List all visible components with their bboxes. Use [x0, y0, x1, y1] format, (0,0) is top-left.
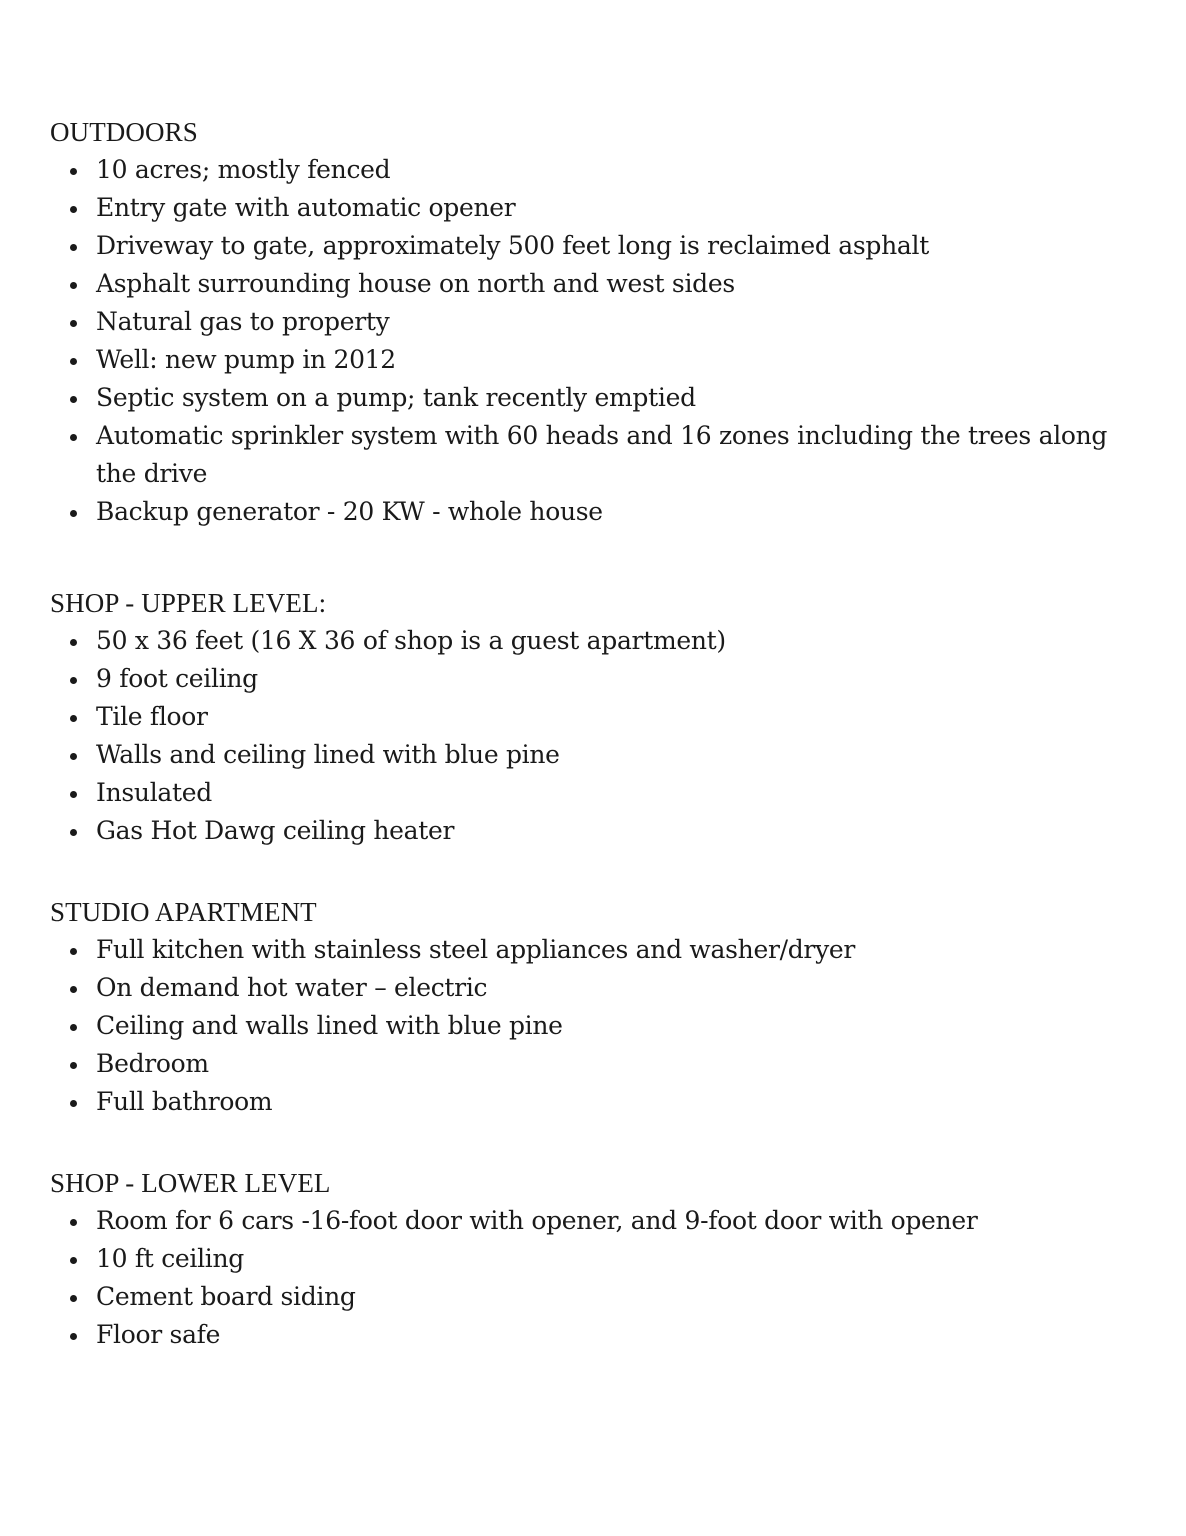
list-item-text: Room for 6 cars -16-foot door with opener, and 9-foot door with opener	[96, 1206, 978, 1235]
section-spacer	[50, 531, 1150, 584]
list-item-text: Floor safe	[96, 1320, 221, 1349]
list-item-text: Well: new pump in 2012	[96, 345, 396, 374]
list-item-text: Asphalt surrounding house on north and west sides	[96, 269, 735, 298]
list-item-text: Walls and ceiling lined with blue pine	[96, 740, 560, 769]
section-heading: STUDIO APARTMENT	[50, 897, 317, 927]
list-item-text: 9 foot ceiling	[96, 664, 258, 693]
list-item-text: On demand hot water – electric	[96, 973, 488, 1002]
bullet-list	[50, 151, 1150, 531]
bullet-icon	[70, 1024, 77, 1031]
list-item-text: Bedroom	[96, 1049, 209, 1078]
list-item	[50, 698, 1150, 736]
list-item	[50, 1007, 1150, 1045]
bullet-icon	[70, 282, 77, 289]
list-item	[50, 341, 1150, 379]
list-item-text: Gas Hot Dawg ceiling heater	[96, 816, 455, 845]
bullet-icon	[70, 753, 77, 760]
list-item	[50, 379, 1150, 417]
bullet-icon	[70, 1333, 77, 1340]
section-heading: SHOP - LOWER LEVEL	[50, 1168, 331, 1198]
list-item-text: Backup generator - 20 KW - whole house	[96, 497, 603, 526]
bullet-icon	[70, 986, 77, 993]
list-item	[50, 969, 1150, 1007]
list-item	[50, 622, 1150, 660]
list-item-text: Full kitchen with stainless steel appliances and washer/dryer	[96, 935, 856, 964]
bullet-icon	[70, 829, 77, 836]
bullet-icon	[70, 677, 77, 684]
list-item-text: Tile floor	[96, 702, 208, 731]
list-item	[50, 660, 1150, 698]
list-item-text: Automatic sprinkler system with 60 heads and 16 zones including the trees along the drive	[96, 421, 1108, 488]
bullet-list	[50, 931, 1150, 1121]
bullet-icon	[70, 244, 77, 251]
list-item	[50, 417, 1150, 493]
document-page	[50, 113, 1150, 1354]
section-heading: OUTDOORS	[50, 117, 198, 147]
bullet-icon	[70, 396, 77, 403]
list-item	[50, 265, 1150, 303]
bullet-icon	[70, 510, 77, 517]
bullet-list	[50, 622, 1150, 850]
list-item-text: Natural gas to property	[96, 307, 390, 336]
list-item-text: Entry gate with automatic opener	[96, 193, 516, 222]
bullet-icon	[70, 206, 77, 213]
section-shop-lower-level	[50, 1164, 1150, 1354]
list-item	[50, 1202, 1150, 1240]
bullet-icon	[70, 1295, 77, 1302]
bullet-icon	[70, 1219, 77, 1226]
section-studio-apartment	[50, 893, 1150, 1121]
list-item	[50, 1278, 1150, 1316]
list-item	[50, 303, 1150, 341]
list-item	[50, 151, 1150, 189]
bullet-icon	[70, 791, 77, 798]
list-item-text: Cement board siding	[96, 1282, 356, 1311]
bullet-icon	[70, 715, 77, 722]
bullet-icon	[70, 168, 77, 175]
list-item	[50, 1240, 1150, 1278]
list-item-text: Septic system on a pump; tank recently emptied	[96, 383, 696, 412]
section-outdoors	[50, 113, 1150, 531]
section-shop-upper-level	[50, 584, 1150, 850]
section-spacer	[50, 850, 1150, 893]
bullet-icon	[70, 320, 77, 327]
list-item-text: Driveway to gate, approximately 500 feet long is reclaimed asphalt	[96, 231, 929, 260]
list-item	[50, 1045, 1150, 1083]
bullet-icon	[70, 1062, 77, 1069]
bullet-icon	[70, 1100, 77, 1107]
bullet-icon	[70, 1257, 77, 1264]
list-item-text: 10 ft ceiling	[96, 1244, 244, 1273]
list-item	[50, 812, 1150, 850]
bullet-icon	[70, 434, 77, 441]
section-spacer	[50, 1121, 1150, 1164]
bullet-icon	[70, 358, 77, 365]
list-item	[50, 1316, 1150, 1354]
list-item-text: 10 acres; mostly fenced	[96, 155, 391, 184]
list-item	[50, 736, 1150, 774]
bullet-icon	[70, 948, 77, 955]
list-item	[50, 931, 1150, 969]
list-item-text: 50 x 36 feet (16 X 36 of shop is a guest apartment)	[96, 626, 726, 655]
list-item	[50, 1083, 1150, 1121]
list-item	[50, 227, 1150, 265]
bullet-icon	[70, 639, 77, 646]
list-item-text: Full bathroom	[96, 1087, 273, 1116]
list-item-text: Insulated	[96, 778, 212, 807]
list-item-text: Ceiling and walls lined with blue pine	[96, 1011, 563, 1040]
bullet-list	[50, 1202, 1150, 1354]
list-item	[50, 774, 1150, 812]
section-heading: SHOP - UPPER LEVEL:	[50, 588, 327, 618]
list-item	[50, 189, 1150, 227]
list-item	[50, 493, 1150, 531]
